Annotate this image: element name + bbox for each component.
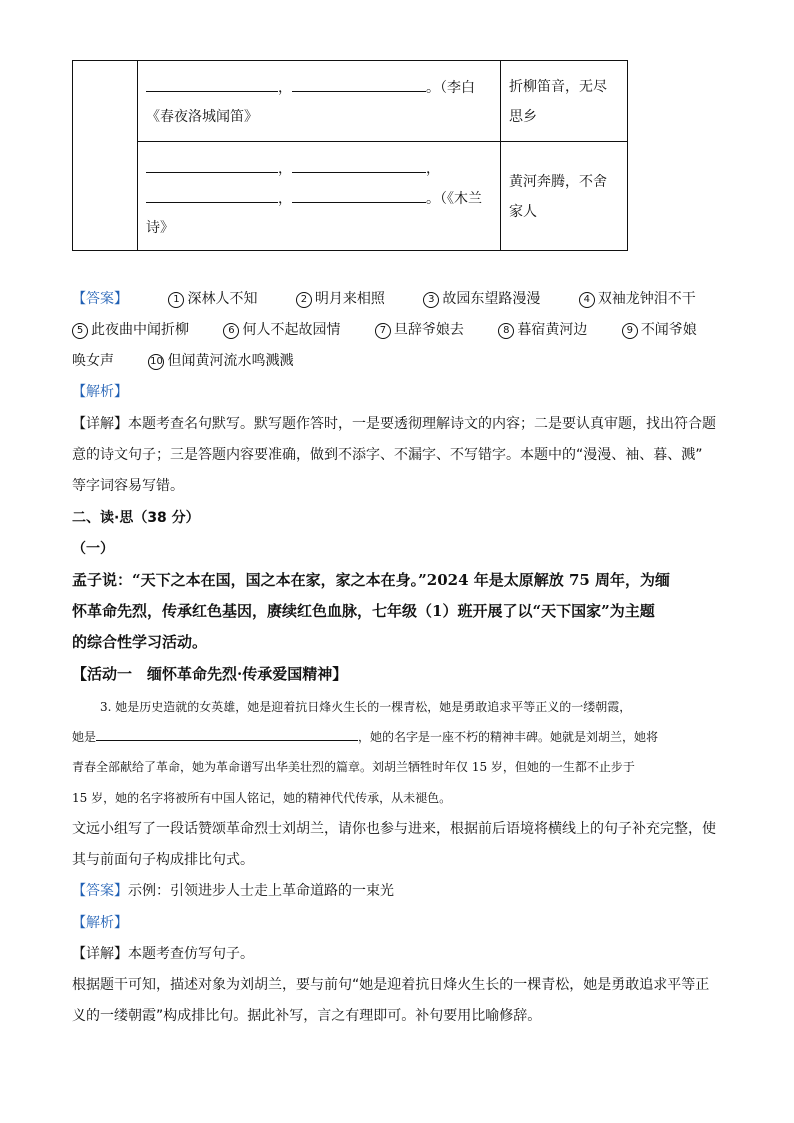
note-line: 黄河奔腾，不舍	[509, 174, 607, 190]
comma: ，	[278, 191, 292, 207]
comma: ，	[278, 80, 292, 96]
analysis-text: 意的诗文句子；三是答题内容要准确，做到不添字、不漏字、不写错字。本题中的“漫漫、袖、暮、溅”	[72, 447, 703, 463]
table-row2-note-cell	[501, 142, 628, 251]
source-title: 诗》	[146, 220, 174, 236]
answer-item: 9 不闻爷娘	[622, 322, 697, 338]
intro-text: 怀革命先烈，传承红色基因，赓续红色血脉，七年级（1）班开展了以“天下国家”为主题	[72, 602, 655, 620]
analysis-text: 【详解】本题考查仿写句子。	[72, 946, 254, 962]
source-prefix: 。（《木兰	[426, 191, 482, 207]
table-row2-blank-cell	[138, 142, 501, 251]
answer-item: 4 双袖龙钟泪不干	[579, 291, 696, 307]
note-line: 思乡	[509, 109, 537, 125]
answer-item: 5 此夜曲中闻折柳	[72, 322, 189, 338]
analysis-text: 根据题干可知，描述对象为刘胡兰，要与前句“她是迎着抗日烽火生长的一棵青松，她是勇敢追求平等正	[72, 977, 710, 993]
analysis-text: 【详解】本题考查名句默写。默写题作答时，一是要透彻理解诗文的内容；二是要认真审题，找出符合题	[72, 416, 716, 432]
comma: ，	[278, 161, 292, 177]
answer-item: 3 故园东望路漫漫	[423, 291, 540, 307]
answer-item: 7 旦辞爷娘去	[375, 322, 464, 338]
answer-text: 示例：引领进步人士走上革命道路的一束光	[128, 883, 394, 899]
blank-line	[292, 77, 426, 92]
answer-item: 6 何人不起故园情	[223, 322, 340, 338]
question-text: 3. 她是历史造就的女英雄，她是迎着抗日烽火生长的一棵青松，她是勇敢追求平等正义的一缕朝霞，	[100, 700, 632, 714]
section-part: （一）	[72, 541, 114, 557]
task-text: 文远小组写了一段话赞颂革命烈士刘胡兰，请你也参与进来，根据前后语境将横线上的句子补充完整，使	[72, 821, 716, 837]
answer-row-3	[72, 351, 293, 371]
answer-label: 【答案】	[72, 883, 128, 899]
table-row1-blank-cell	[138, 61, 501, 142]
blank-line	[146, 188, 278, 203]
answer-item: 10 但闻黄河流水鸣溅溅	[150, 353, 294, 369]
poem-table	[72, 60, 628, 251]
analysis-label: 【解析】	[72, 915, 128, 931]
note-line: 折柳笛音，无尽	[509, 79, 607, 95]
section-title: 二、读·思（38 分）	[72, 510, 200, 526]
question-text-blank-line: 她是 ，她的名字是一座不朽的精神丰碑。她就是刘胡兰，她将	[72, 730, 659, 744]
answer-item-cont: 唤女声	[72, 353, 114, 369]
note-line: 家人	[509, 204, 537, 220]
task-text: 其与前面句子构成排比句式。	[72, 852, 254, 868]
comma: ，	[426, 161, 440, 177]
answer-row	[72, 881, 394, 901]
answer-row-2	[72, 320, 697, 340]
question-text: 青春全部献给了革命，她为革命谱写出华美壮烈的篇章。刘胡兰牺牲时年仅 15 岁，但她的一生都不止步于	[72, 760, 635, 774]
analysis-text: 义的一缕朝霞”构成排比句。据此补写，言之有理即可。补句要用比喻修辞。	[72, 1008, 542, 1024]
activity-title: 【活动一 缅怀革命先烈·传承爱国精神】	[72, 665, 348, 683]
table-left-cell	[73, 61, 138, 251]
analysis-text: 等字词容易写错。	[72, 478, 184, 494]
source-title: 《春夜洛城闻笛》	[146, 109, 258, 125]
question-text: 15 岁，她的名字将被所有中国人铭记，她的精神代代传承，从未褪色。	[72, 791, 452, 805]
source-prefix: 。（李白	[426, 80, 475, 96]
answer-label: 【答案】	[72, 291, 128, 307]
answer-blank[interactable]	[96, 728, 358, 741]
blank-line	[292, 158, 426, 173]
answer-item: 1 深林人不知	[168, 291, 257, 307]
table-row1-note-cell	[501, 61, 628, 142]
answer-item: 2 明月来相照	[296, 291, 385, 307]
blank-line	[292, 188, 426, 203]
analysis-label: 【解析】	[72, 384, 128, 400]
blank-line	[146, 158, 278, 173]
intro-text: 孟子说：“天下之本在国，国之本在家，家之本在身。”2024 年是太原解放 75 周年，为缅	[72, 571, 671, 589]
intro-text: 的综合性学习活动。	[72, 633, 208, 651]
answer-row-1	[72, 289, 696, 309]
blank-line	[146, 77, 278, 92]
answer-item: 8 暮宿黄河边	[498, 322, 587, 338]
